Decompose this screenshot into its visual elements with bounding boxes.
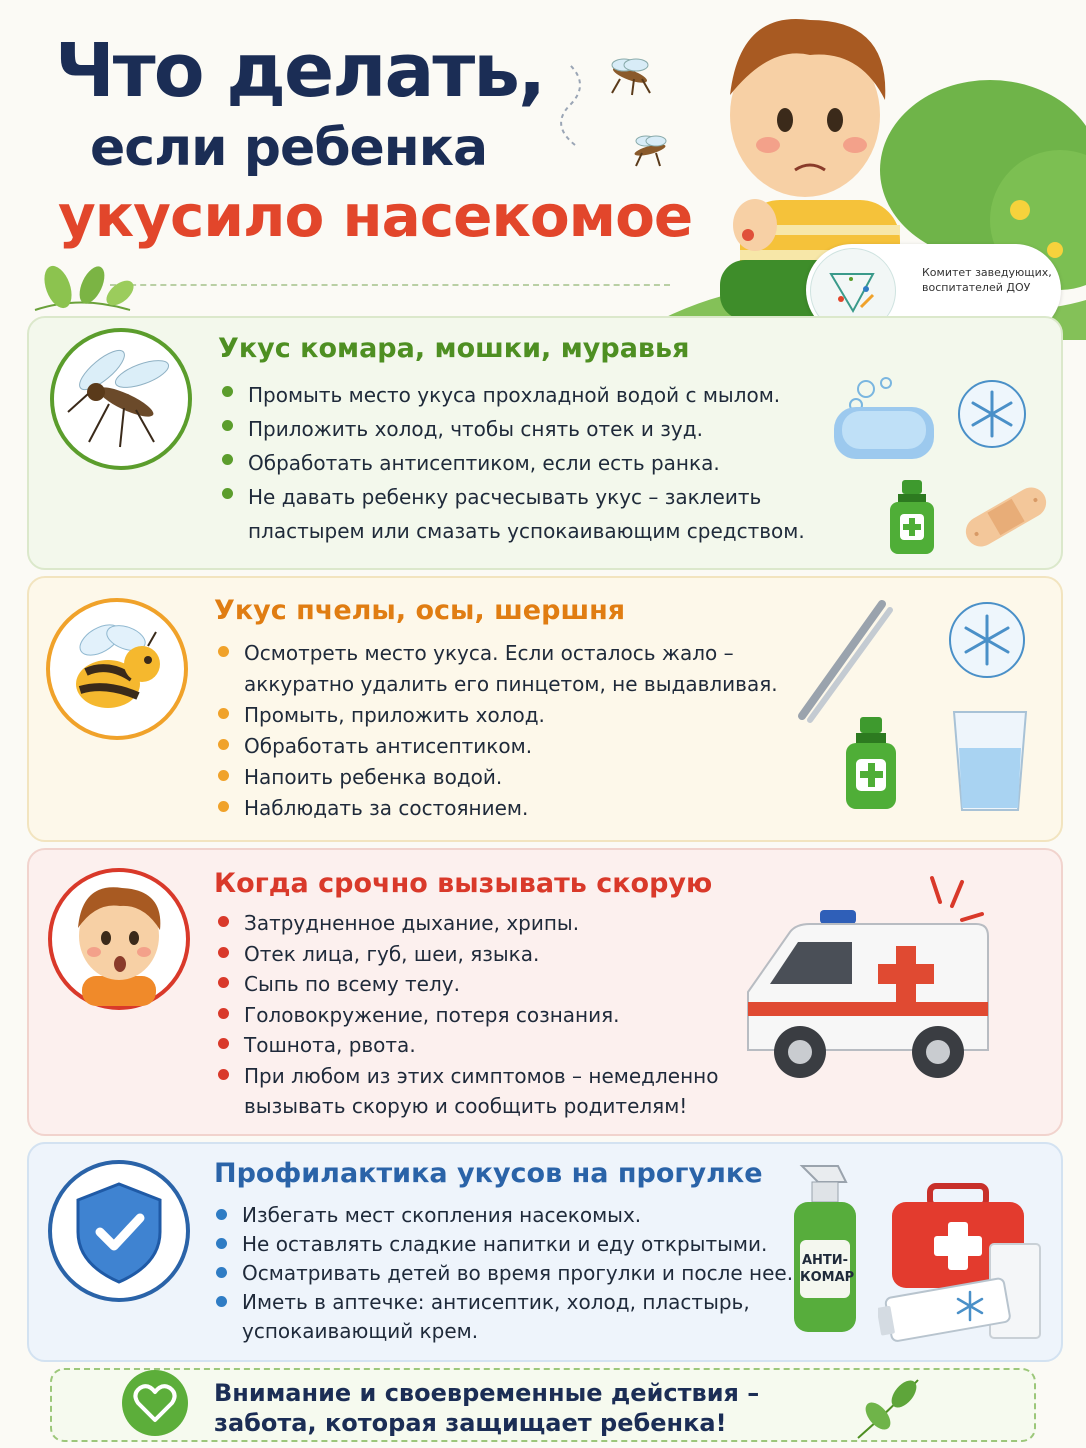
antiseptic-bottle-icon	[886, 478, 938, 556]
title-line-1: Что делать,	[55, 28, 545, 114]
leaf-sprig-icon	[30, 255, 140, 315]
title-line-3: укусило насекомое	[58, 182, 693, 250]
list-item: При любом из этих симптомов – немедленно	[218, 1061, 718, 1092]
list-item: Промыть место укуса прохладной водой с мылом.	[222, 378, 805, 412]
snowflake-icon	[946, 600, 1028, 680]
organization-name: Комитет заведующих, воспитателей ДОУ	[922, 266, 1052, 294]
bee-icon	[46, 598, 188, 740]
list-item: Избегать мест скопления насекомых.	[216, 1201, 793, 1230]
list-item: Головокружение, потеря сознания.	[218, 1000, 718, 1031]
section-title-prevention: Профилактика укусов на прогулке	[214, 1158, 763, 1189]
list-item-continuation: вызывать скорую и сообщить родителям!	[244, 1094, 688, 1118]
ambulance-icon	[740, 872, 1000, 1082]
mosquito-steps-list	[222, 378, 805, 548]
soap-icon	[828, 375, 938, 465]
list-item: Обработать антисептиком, если есть ранка.	[222, 446, 805, 480]
title-divider	[110, 284, 670, 286]
list-item-continuation: аккуратно удалить его пинцетом, не выдавливая.	[244, 672, 778, 696]
tweezers-icon	[790, 598, 900, 728]
section-title-emergency: Когда срочно вызывать скорую	[214, 868, 713, 899]
cream-tube-icon	[878, 1240, 1044, 1346]
list-item: Промыть, приложить холод.	[218, 700, 778, 731]
mosquito-icon	[50, 328, 192, 470]
leaf-sprig-icon	[848, 1372, 928, 1442]
antiseptic-bottle-icon	[842, 715, 900, 811]
list-item: Сыпь по всему телу.	[218, 969, 718, 1000]
list-item: Тошнота, рвота.	[218, 1030, 718, 1061]
flying-mosquitoes-icon	[530, 45, 670, 175]
list-item: Иметь в аптечке: антисептик, холод, пластырь,	[216, 1288, 793, 1317]
list-item-continuation: успокаивающий крем.	[242, 1319, 479, 1343]
bee-steps-list	[218, 638, 778, 824]
snowflake-icon	[956, 378, 1028, 450]
list-item: Отек лица, губ, шеи, языка.	[218, 939, 718, 970]
list-item: Не давать ребенку расчесывать укус – заклеить	[222, 480, 805, 514]
list-item: Затрудненное дыхание, хрипы.	[218, 908, 718, 939]
footer-line-2: забота, которая защищает ребенка!	[214, 1409, 727, 1437]
section-title-mosquito: Укус комара, мошки, муравья	[218, 333, 690, 364]
spray-label-line2: КОМАР	[800, 1270, 855, 1285]
water-glass-icon	[950, 708, 1030, 814]
list-item: Наблюдать за состоянием.	[218, 793, 778, 824]
section-title-bee: Укус пчелы, осы, шершня	[214, 595, 626, 626]
heart-icon	[122, 1370, 188, 1436]
repellent-spray-icon	[788, 1160, 860, 1336]
list-item: Осматривать детей во время прогулки и после нее.	[216, 1259, 793, 1288]
list-item: Обработать антисептиком.	[218, 731, 778, 762]
list-item: Напоить ребенка водой.	[218, 762, 778, 793]
spray-label-line1: АНТИ-	[801, 1253, 849, 1268]
list-item: Осмотреть место укуса. Если осталось жало –	[218, 638, 778, 669]
footer-line-1: Внимание и своевременные действия –	[214, 1379, 760, 1407]
shield-check-icon	[48, 1160, 190, 1302]
list-item: Приложить холод, чтобы снять отек и зуд.	[222, 412, 805, 446]
list-item: Не оставлять сладкие напитки и еду открытыми.	[216, 1230, 793, 1259]
bandage-icon	[958, 484, 1054, 550]
sick-child-icon	[48, 868, 190, 1010]
prevention-tips-list	[216, 1201, 793, 1346]
emergency-symptoms-list	[218, 908, 718, 1122]
footer-message	[214, 1378, 759, 1438]
list-item-continuation: пластырем или смазать успокаивающим средством.	[248, 519, 805, 543]
title-line-2: если ребенка	[90, 118, 488, 178]
